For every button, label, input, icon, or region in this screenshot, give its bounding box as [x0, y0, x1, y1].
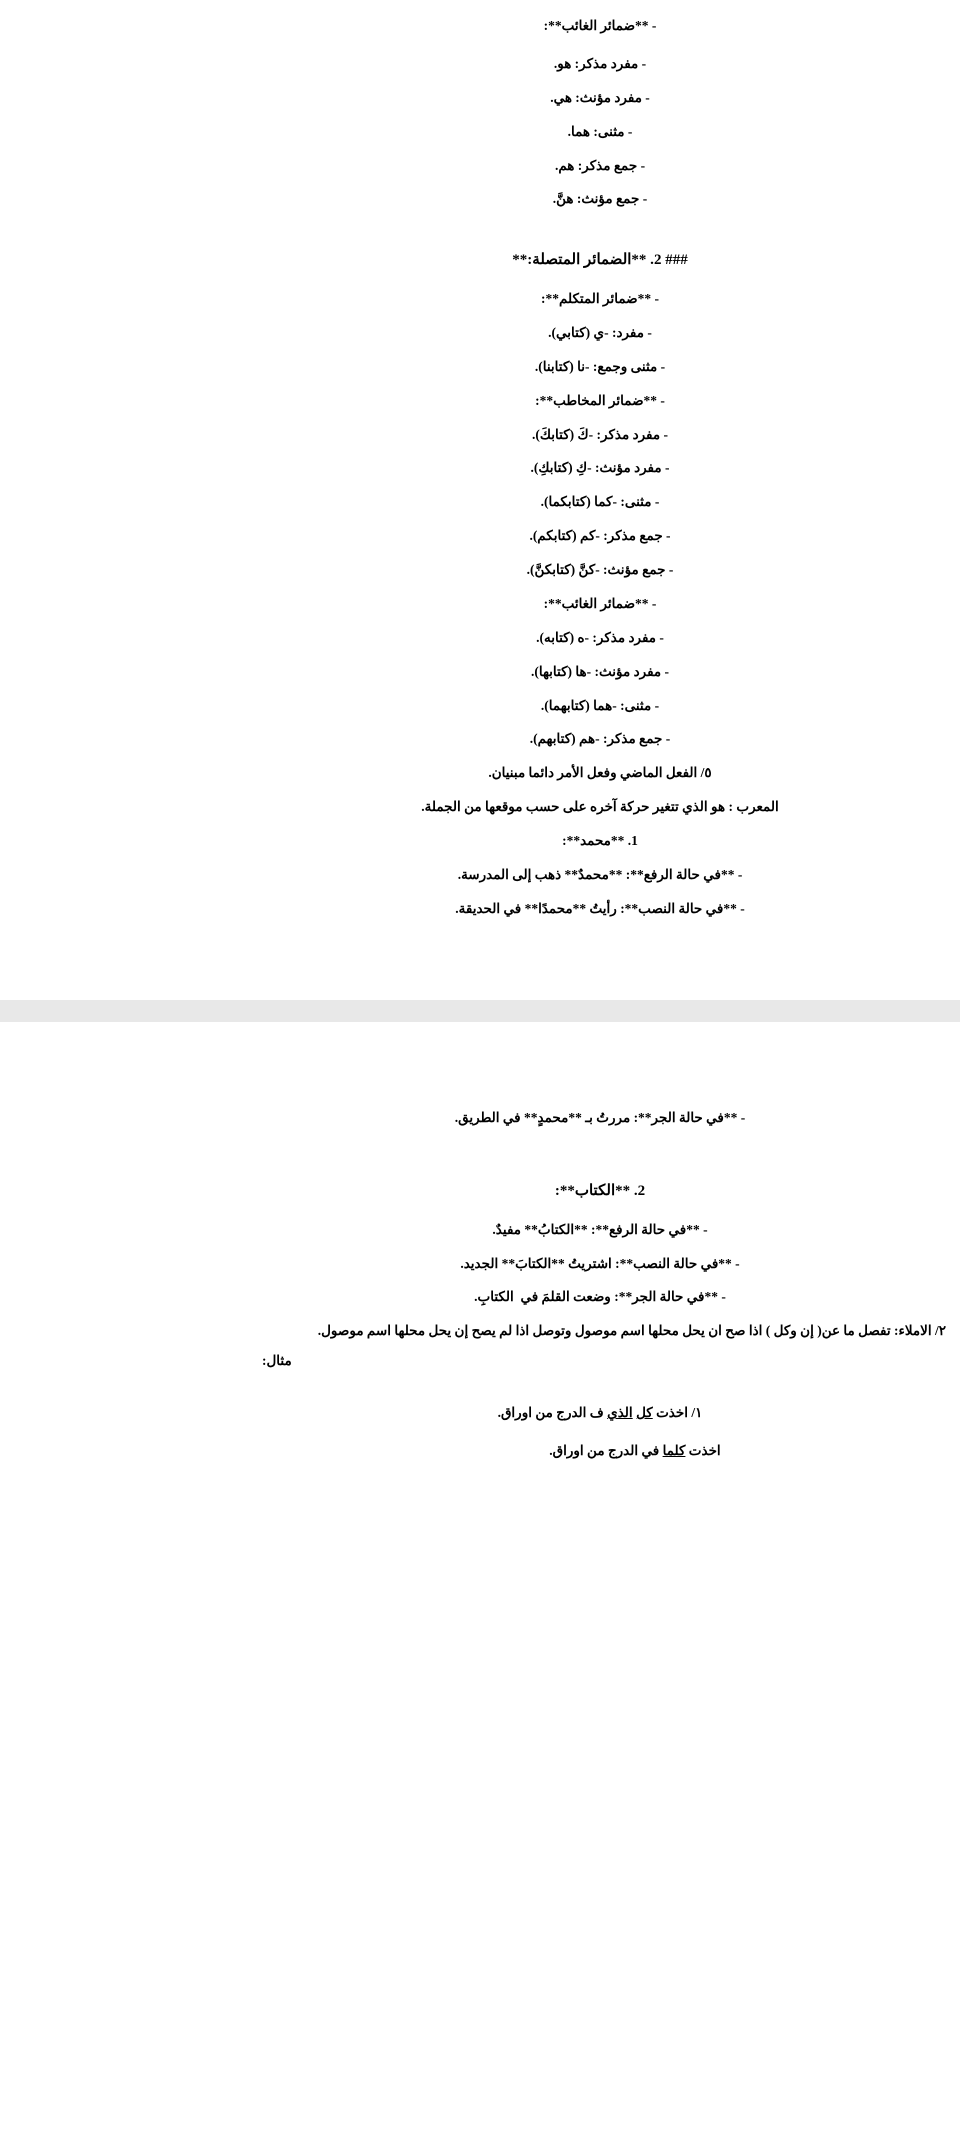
attached-absent-plural-masc: - جمع مذكر: -هم (كتابهم).	[529, 731, 671, 747]
imla-example-1-number: ١/	[688, 1405, 703, 1420]
imla-example-1-underline-1: كل	[636, 1405, 653, 1420]
example-two-genitive-case: - **في حالة الجر**: وضعت القلمَ في الكتابِ.	[474, 1289, 726, 1305]
imla-example-2-before: اخذت	[685, 1442, 721, 1458]
page-1-content	[240, 0, 960, 918]
imla-example-2-underline-1: كلما	[662, 1442, 686, 1458]
detached-absent-singular-masc: - مفرد مذكر: هو.	[553, 55, 647, 71]
attached-pronouns-heading: ### 2. **الضمائر المتصلة:**	[512, 252, 688, 269]
addressee-singular-fem: - مفرد مؤنث: -كِ (كتابكِ).	[530, 460, 670, 476]
example-two-accusative-case: - **في حالة النصب**: اشتريتُ **الكتابَ** الجديد.	[460, 1255, 740, 1271]
example-one-genitive-case: - **في حالة الجر**: مررتُ بـ **محمدٍ** في الطريق.	[454, 1110, 746, 1125]
example-one-accusative-case: - **في حالة النصب**: رأيتُ **محمدًا** في الحديقة.	[455, 900, 745, 916]
addressee-plural-fem: - جمع مؤنث: -كنَّ (كتابكنَّ).	[526, 562, 674, 577]
attached-absent-dual: - مثنى: -هما (كتابهما).	[540, 697, 660, 713]
example-two-nominative-case: - **في حالة الرفع**: **الكتابُ** مفيدٌ.	[492, 1221, 708, 1237]
imla-example-1-before: اخذت	[652, 1405, 688, 1420]
speaker-pronouns-heading: - **ضمائر المتكلم**:	[541, 291, 659, 306]
spacer-1	[240, 225, 960, 251]
document-page-1	[0, 0, 960, 1000]
detached-absent-dual: - مثنى: هما.	[567, 123, 633, 139]
attached-absent-singular-masc: - مفرد مذكر: -ه (كتابه).	[536, 629, 664, 645]
spacer-page-2-top	[240, 1022, 960, 1110]
addressee-dual: - مثنى: -كما (كتابكما).	[540, 494, 660, 510]
imla-rule: ٢/ الاملاء: تفصل ما عن( إن وكل ) اذا صح ان يحل محلها اسم موصول وتوصل اذا لم يصح إن يحل محلها اسم موصول.	[317, 1323, 946, 1339]
imla-example-2	[240, 1443, 960, 1460]
detached-absent-pronouns-heading: - **ضمائر الغائب**:	[543, 18, 657, 33]
imla-example-1-underline-2: الذي	[607, 1405, 633, 1420]
spacer-3	[240, 1391, 960, 1405]
detached-absent-plural-fem: - جمع مؤنث: هنَّ.	[552, 191, 648, 207]
example-heading-label: مثال:	[262, 1353, 292, 1369]
document-page-2	[0, 1022, 960, 2140]
attached-absent-pronouns-heading: - **ضمائر الغائب**:	[543, 595, 657, 611]
muarab-definition: المعرب : هو الذي تتغير حركة آخره على حسب موقعها من الجملة.	[421, 799, 779, 815]
page-2-content	[240, 1022, 960, 1460]
detached-absent-singular-fem: - مفرد مؤنث: هي.	[550, 89, 650, 105]
speaker-singular: - مفرد: -ي (كتابي).	[548, 324, 652, 340]
addressee-plural-masc: - جمع مذكر: -كم (كتابكم).	[529, 528, 671, 544]
attached-absent-singular-fem: - مفرد مؤنث: -ها (كتابها).	[530, 663, 670, 679]
imla-example-2-after: في الدرج من اوراق.	[549, 1442, 663, 1458]
page-divider	[0, 1000, 960, 1022]
past-and-imperative-verb-note: ٥/ الفعل الماضي وفعل الأمر دائما مبنيان.	[488, 765, 712, 781]
imla-example-1-after: ف الدرج من اوراق.	[497, 1405, 608, 1420]
imla-example-1	[240, 1405, 960, 1422]
spacer-2	[240, 1148, 960, 1182]
addressee-singular-masc: - مفرد مذكر: -كَ (كتابكَ).	[532, 426, 668, 442]
detached-absent-plural-masc: - جمع مذكر: هم.	[554, 157, 646, 173]
speaker-dual-plural: - مثنى وجمع: -نا (كتابنا).	[534, 358, 666, 374]
example-two-label: 2. **الكتاب**:	[554, 1182, 646, 1199]
example-one-label: 1. **محمد**:	[562, 833, 638, 848]
addressee-pronouns-heading: - **ضمائر المخاطب**:	[535, 392, 665, 408]
example-one-nominative-case: - **في حالة الرفع**: **محمدٌ** ذهب إلى المدرسة.	[457, 866, 743, 882]
